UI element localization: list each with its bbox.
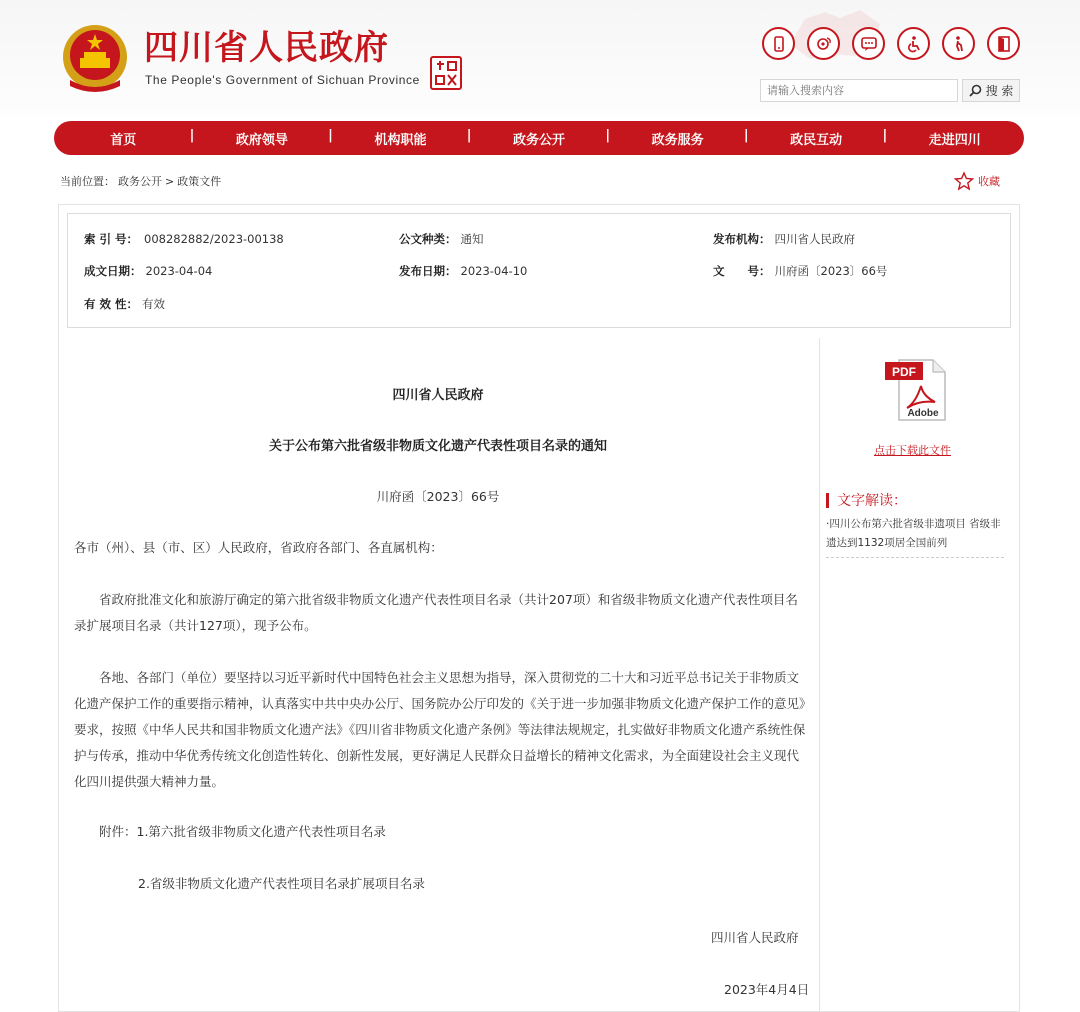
- header-tool-icons: [762, 27, 1020, 60]
- document-number: 川府函〔2023〕66号: [376, 489, 500, 504]
- interpretation-heading: [826, 490, 907, 510]
- adobe-label: Adobe: [907, 408, 939, 419]
- search-input[interactable]: [760, 79, 958, 102]
- document-paragraph: 各地、各部门（单位）要坚持以习近平新时代中国特色社会主义思想为指导，深入贯彻党的二十大和习近平总书记关于非物质文化遗产保护工作的重要指示精神，认真落实中共中央办公厅、国务院办公厅印发的《关于进一步加强非物质文化遗产保护工作的意见》要求，按照《中华人民共和国非物质文化遗产法》《四川省非物质文化遗产条例》等法律法规规定，扎实做好非物质文化遗产系统性保护与传承，推动中华优秀传统文化创造性转化、创新性发展，更好满足人民群众日益增长的精神文化需求，为全面建设社会主义现代化四川提供强大精神力量。: [74, 670, 806, 789]
- meta-published-value: 2023-04-10: [460, 264, 528, 278]
- meta-issuer-key: 发布机构：: [713, 232, 771, 246]
- meta-docno-value: 川府函〔2023〕66号: [774, 264, 888, 278]
- breadcrumb-link-open-affairs[interactable]: 政务公开: [118, 175, 162, 188]
- search-icon: [969, 84, 982, 97]
- favorite-button[interactable]: [954, 171, 1000, 191]
- breadcrumb-link-policy[interactable]: 政策文件: [177, 175, 222, 188]
- document-paragraph: 省政府批准文化和旅游厅确定的第六批省级非物质文化遗产代表性项目名录（共计207项）和省级非物质文化遗产代表性项目名录扩展项目名录（共计127项），现予公布。: [74, 592, 798, 633]
- document-date: 2023年4月4日: [724, 982, 810, 997]
- meta-index-key: 索 引 号：: [84, 232, 139, 246]
- pdf-label: PDF: [892, 365, 916, 379]
- interpretation-title: 文字解读：: [837, 493, 907, 509]
- meta-published: [399, 263, 527, 279]
- document-attachment: 2.省级非物质文化遗产代表性项目名录扩展项目名录: [138, 876, 425, 891]
- breadcrumb-prefix: 当前位置：: [60, 175, 115, 188]
- interpretation-link[interactable]: ·四川公布第六批省级非遗项目 省级非遗达到1132项居全国前列: [826, 515, 1004, 558]
- main-nav: [54, 121, 1024, 155]
- nav-item-about-sichuan[interactable]: | 走进四川: [885, 129, 1024, 148]
- message-icon[interactable]: [852, 27, 885, 60]
- document-title: 关于公布第六批省级非物质文化遗产代表性项目名录的通知: [268, 439, 607, 454]
- mobile-icon[interactable]: [762, 27, 795, 60]
- pdf-file-icon[interactable]: [883, 356, 949, 422]
- nav-item-functions[interactable]: | 机构职能: [331, 129, 470, 148]
- national-emblem-icon: [60, 22, 130, 94]
- nav-item-open-affairs[interactable]: | 政务公开: [470, 129, 609, 148]
- meta-docno: [713, 263, 887, 279]
- sidebar-divider: [819, 338, 820, 1012]
- breadcrumb: [60, 173, 224, 189]
- nav-item-interaction[interactable]: | 政民互动: [747, 129, 886, 148]
- elderly-icon[interactable]: [942, 27, 975, 60]
- nav-item-leaders[interactable]: | 政府领导: [193, 129, 332, 148]
- meta-type-value: 通知: [460, 232, 484, 246]
- download-link[interactable]: 点击下载此文件: [874, 444, 951, 457]
- site-header: [0, 0, 1080, 115]
- meta-index: [84, 231, 284, 247]
- meta-validity: [84, 296, 165, 312]
- meta-created-key: 成文日期：: [84, 264, 142, 278]
- nav-item-home[interactable]: 首页: [110, 132, 137, 148]
- document-org: 四川省人民政府: [392, 388, 484, 403]
- document-attachment: 附件：1.第六批省级非物质文化遗产代表性项目名录: [99, 824, 386, 839]
- nav-item-services[interactable]: | 政务服务: [608, 129, 747, 148]
- star-icon: [954, 171, 974, 191]
- meta-docno-key: 文 号：: [713, 264, 771, 278]
- exit-icon[interactable]: [987, 27, 1020, 60]
- search-button-label: 搜 索: [985, 84, 1014, 98]
- meta-created-value: 2023-04-04: [145, 264, 213, 278]
- meta-validity-key: 有 效 性：: [84, 297, 139, 311]
- accessibility-icon[interactable]: [897, 27, 930, 60]
- favorite-label: 收藏: [978, 175, 1000, 188]
- china-sichuan-seal: [430, 56, 462, 90]
- meta-type: [399, 231, 484, 247]
- meta-issuer-value: 四川省人民政府: [774, 232, 855, 246]
- search-button[interactable]: [962, 79, 1020, 102]
- meta-created: [84, 263, 212, 279]
- heading-bar: [826, 493, 829, 508]
- site-title: 四川省人民政府: [144, 28, 389, 68]
- document-signature: 四川省人民政府: [711, 930, 799, 945]
- site-subtitle: The People's Government of Sichuan Province: [145, 73, 420, 87]
- document-salutation: 各市（州）、县（市、区）人民政府，省政府各部门、各直属机构：: [74, 540, 443, 555]
- meta-published-key: 发布日期：: [399, 264, 457, 278]
- breadcrumb-separator: >: [165, 175, 175, 188]
- weibo-icon[interactable]: [807, 27, 840, 60]
- meta-issuer: [713, 231, 855, 247]
- meta-type-key: 公文种类：: [399, 232, 457, 246]
- meta-index-value: 008282882/2023-00138: [144, 232, 284, 246]
- meta-validity-value: 有效: [142, 297, 166, 311]
